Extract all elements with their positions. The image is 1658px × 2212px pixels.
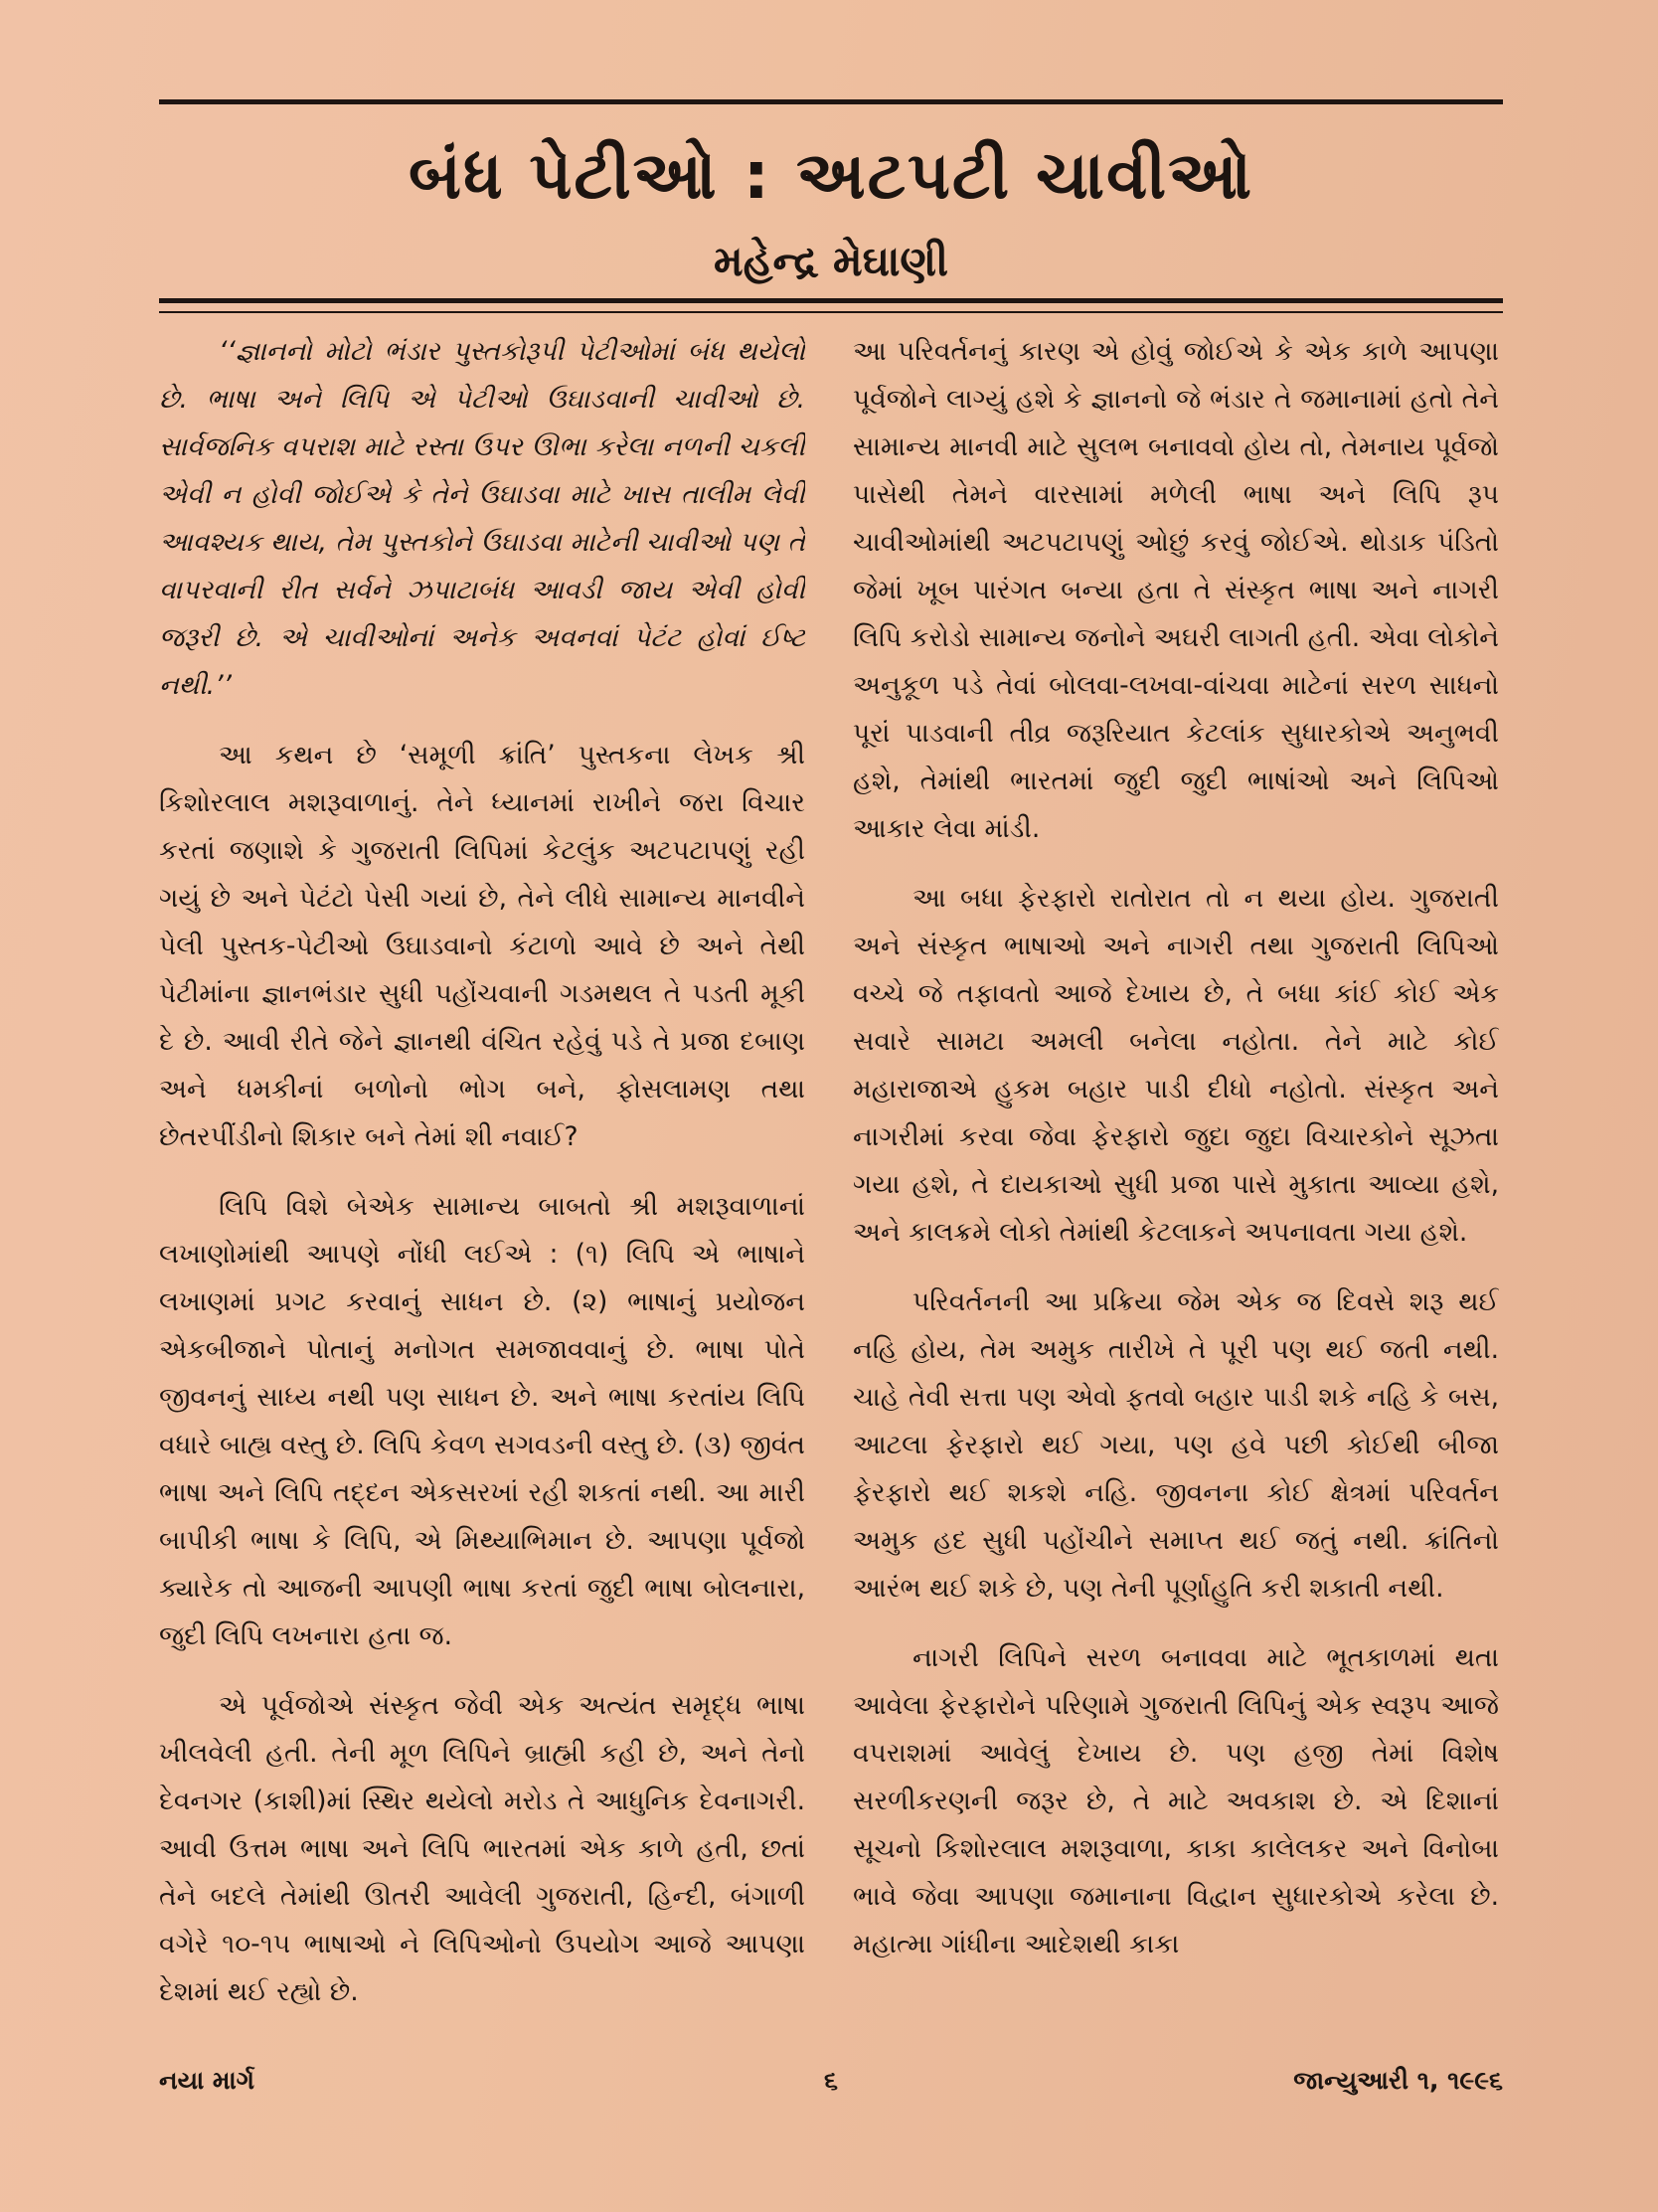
article-author: મહેન્દ્ર મેઘાણી [713, 237, 948, 285]
header-rule-thick [159, 298, 1503, 303]
footer-page-number: ૬ [823, 2066, 838, 2095]
body-paragraph: લિપિ વિશે બેએક સામાન્ય બાબતો શ્રી મશરૂવાળાનાં લખાણોમાંથી આપણે નોંધી લઈએ : (૧) લિપિ એ ભાષાને લખાણમાં પ્રગટ કરવાનું સાધન છે. (૨) ભાષાનું પ્રયોજન એકબીજાને પોતાનું મનોગત સમજાવવાનું છે. ભાષા પોતે જીવનનું સાધ્ય નથી પણ સાધન છે. અને ભાષા કરતાંય લિપિ વધારે બાહ્ય વસ્તુ છે. લિપિ કેવળ સગવડની વસ્તુ છે. (૩) જીવંત ભાષા અને લિપિ તદ્દન એકસરખાં રહી શકતાં નથી. આ મારી બાપીકી ભાષા કે લિપિ, એ મિથ્યાભિમાન છે. આપણા પૂર્વજો ક્યારેક તો આજની આપણી ભાષા કરતાં જુદી ભાષા બોલનારા, જુદી લિપિ લખનારા હતા જ. [159, 1191, 805, 1651]
body-paragraph: આ બધા ફેરફારો રાતોરાત તો ન થયા હોય. ગુજરાતી અને સંસ્કૃત ભાષાઓ અને નાગરી તથા ગુજરાતી લિપિઓ વચ્ચે જે તફાવતો આજે દેખાય છે, તે બધા કાંઈ કોઈ એક સવારે સામટા અમલી બનેલા નહોતા. તેને માટે કોઈ મહારાજાએ હુકમ બહાર પાડી દીધો નહોતો. સંસ્કૃત અને નાગરીમાં કરવા જેવા ફેરફારો જુદા જુદા વિચારકોને સૂઝતા ગયા હશે, તે દાયકાઓ સુધી પ્રજા પાસે મુકાતા આવ્યા હશે, અને કાલક્રમે લોકો તેમાંથી કેટલાકને અપનાવતા ગયા હશે. [853, 883, 1499, 1248]
right-column [853, 328, 1499, 2058]
body-paragraph: નાગરી લિપિને સરળ બનાવવા માટે ભૂતકાળમાં થતા આવેલા ફેરફારોને પરિણામે ગુજરાતી લિપિનું એક સ્વરૂપ આજે વપરાશમાં આવેલું દેખાય છે. પણ હજી તેમાં વિશેષ સરળીકરણની જરૂર છે, તે માટે અવકાશ છે. એ દિશાનાં સૂચનો કિશોરલાલ મશરૂવાળા, કાકા કાલેલકર અને વિનોબા ભાવે જેવા આપણા જમાનાના વિદ્વાન સુધારકોએ કરેલા છે. મહાત્મા ગાંધીના આદેશથી કાકા [853, 1642, 1499, 1959]
body-paragraph: આ પરિવર્તનનું કારણ એ હોવું જોઈએ કે એક કાળે આપણા પૂર્વજોને લાગ્યું હશે કે જ્ઞાનનો જે ભંડાર તે જમાનામાં હતો તેને સામાન્ય માનવી માટે સુલભ બનાવવો હોય તો, તેમનાય પૂર્વજો પાસેથી તેમને વારસામાં મળેલી ભાષા અને લિપિ રૂપ ચાવીઓમાંથી અટપટાપણું ઓછું કરવું જોઈએ. થોડાક પંડિતો જેમાં ખૂબ પારંગત બન્યા હતા તે સંસ્કૃત ભાષા અને નાગરી લિપિ કરોડો સામાન્ય જનોને અઘરી લાગતી હતી. એવા લોકોને અનુકૂળ પડે તેવાં બોલવા-લખવા-વાંચવા માટેનાં સરળ સાધનો પૂરાં પાડવાની તીવ્ર જરૂરિયાત કેટલાંક સુધારકોએ અનુભવી હશે, તેમાંથી ભારતમાં જુદી જુદી ભાષાંઓ અને લિપિઓ આકાર લેવા માંડી. [853, 336, 1499, 844]
header-rule-thin [159, 311, 1503, 313]
left-column [159, 328, 805, 2058]
top-rule [159, 99, 1503, 104]
article-title: બંધ પેટીઓ : અટપટી ચાવીઓ [408, 137, 1254, 214]
body-paragraph: એ પૂર્વજોએ સંસ્કૃત જેવી એક અત્યંત સમૃદ્ધ ભાષા ખીલવેલી હતી. તેની મૂળ લિપિને બ્રાહ્મી કહી છે, અને તેનો દેવનગર (કાશી)માં સ્થિર થયેલો મરોડ તે આધુનિક દેવનાગરી. આવી ઉત્તમ ભાષા અને લિપિ ભારતમાં એક કાળે હતી, છતાં તેને બદલે તેમાંથી ઊતરી આવેલી ગુજરાતી, હિન્દી, બંગાળી વગેરે ૧૦-૧૫ ભાષાઓ ને લિપિઓનો ઉપયોગ આજે આપણા દેશમાં થઈ રહ્યો છે. [159, 1690, 805, 2007]
quote-paragraph: ‘‘જ્ઞાનનો મોટો ભંડાર પુસ્તકોરૂપી પેટીઓમાં બંધ થયેલો છે. ભાષા અને લિપિ એ પેટીઓ ઉઘાડવાની ચાવીઓ છે. સાર્વજનિક વપરાશ માટે રસ્તા ઉપર ઊભા કરેલા નળની ચકલી એવી ન હોવી જોઈએ કે તેને ઉઘાડવા માટે ખાસ તાલીમ લેવી આવશ્યક થાય, તેમ પુસ્તકોને ઉઘાડવા માટેની ચાવીઓ પણ તે વાપરવાની રીત સર્વને ઝપાટાબંધ આવડી જાય એવી હોવી જરૂરી છે. એ ચાવીઓનાં અનેક અવનવાં પેટંટ હોવાં ઈષ્ટ નથી.’’ [159, 336, 805, 701]
body-paragraph: આ કથન છે ‘સમૂળી ક્રાંતિ’ પુસ્તકના લેખક શ્રી કિશોરલાલ મશરૂવાળાનું. તેને ધ્યાનમાં રાખીને જરા વિચાર કરતાં જણાશે કે ગુજરાતી લિપિમાં કેટલુંક અટપટાપણું રહી ગયું છે અને પેટંટો પેસી ગયાં છે, તેને લીધે સામાન્ય માનવીને પેલી પુસ્તક-પેટીઓ ઉઘાડવાનો કંટાળો આવે છે અને તેથી પેટીમાંના જ્ઞાનભંડાર સુધી પહોંચવાની ગડમથલ તે પડતી મૂકી દે છે. આવી રીતે જેને જ્ઞાનથી વંચિત રહેવું પડે તે પ્રજા દબાણ અને ધમકીનાં બળોનો ભોગ બને, ફોસલામણ તથા છેતરપીંડીનો શિકાર બને તેમાં શી નવાઈ? [159, 740, 805, 1152]
footer-publication: નયા માર્ગ [159, 2066, 254, 2095]
body-paragraph: પરિવર્તનની આ પ્રક્રિયા જેમ એક જ દિવસે શરૂ થઈ નહિ હોય, તેમ અમુક તારીખે તે પૂરી પણ થઈ જતી નથી. ચાહે તેવી સત્તા પણ એવો ફતવો બહાર પાડી શકે નહિ કે બસ, આટલા ફેરફારો થઈ ગયા, પણ હવે પછી કોઈથી બીજા ફેરફારો થઈ શકશે નહિ. જીવનના કોઈ ક્ષેત્રમાં પરિવર્તન અમુક હદ સુધી પહોંચીને સમાપ્ત થઈ જતું નથી. ક્રાંતિનો આરંભ થઈ શકે છે, પણ તેની પૂર્ણાહુતિ કરી શકાતી નથી. [853, 1286, 1499, 1604]
footer-date: જાન્યુઆરી ૧, ૧૯૯૬ [1293, 2066, 1503, 2095]
